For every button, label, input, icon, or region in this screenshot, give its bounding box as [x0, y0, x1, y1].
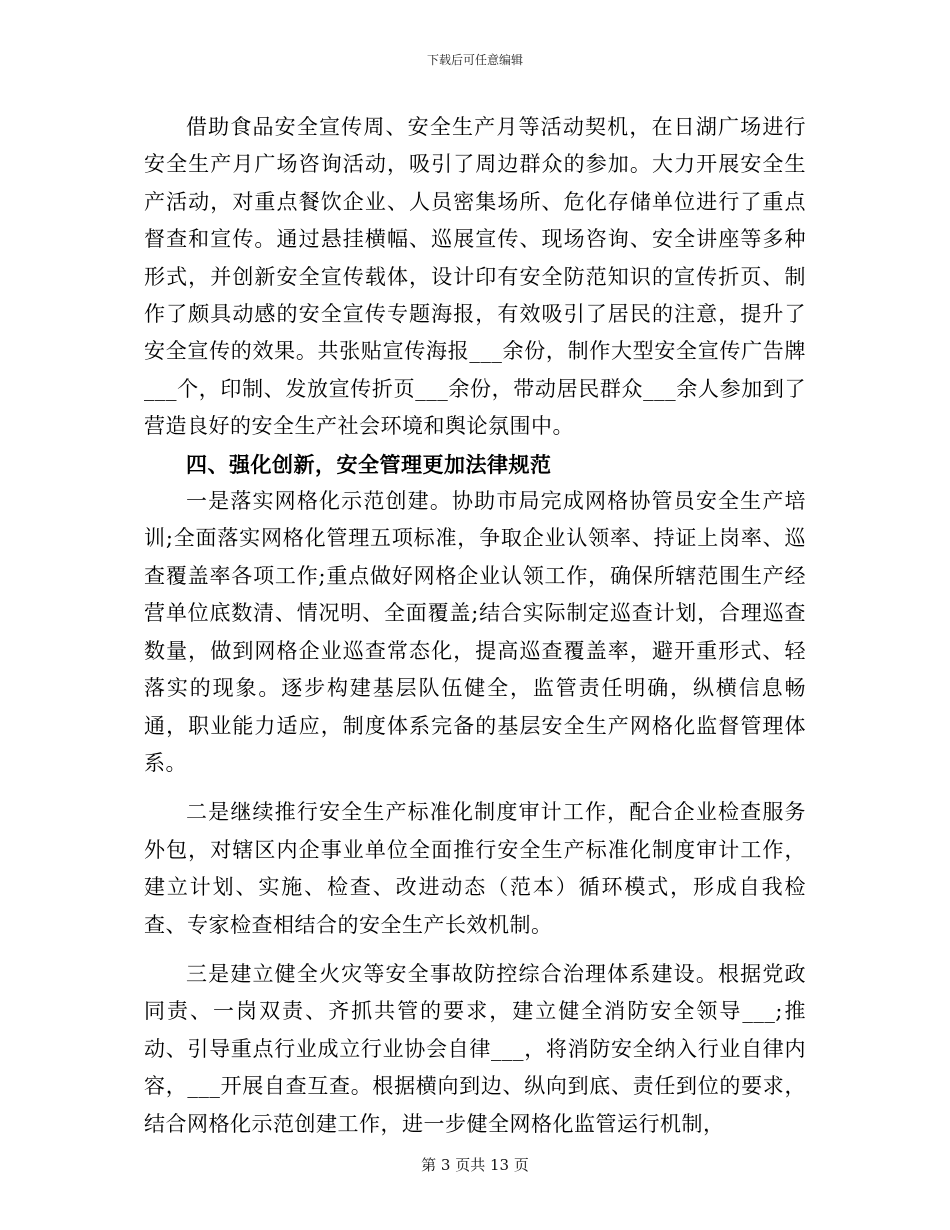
document-body	[144, 109, 806, 1143]
paragraph-grid-demonstration: 一是落实网格化示范创建。协助市局完成网格协管员安全生产培训;全面落实网格化管理五项标准，争取企业认领率、持证上岗率、巡查覆盖率各项工作;重点做好网格企业认领工作，确保所辖范围生产经营单位底数清、情况明、全面覆盖;结合实际制定巡查计划，合理巡查数量，做到网格企业巡查常态化，提高巡查覆盖率，避开重形式、轻落实的现象。逐步构建基层队伍健全，监管责任明确，纵横信息畅通，职业能力适应，制度体系完备的基层安全生产网格化监督管理体系。	[144, 489, 806, 775]
page-header-note: 下载后可任意编辑	[426, 53, 523, 67]
paragraph-publicity-activities: 借助食品安全宣传周、安全生产月等活动契机，在日湖广场进行安全生产月广场咨询活动，吸引了周边群众的参加。大力开展安全生产活动，对重点餐饮企业、人员密集场所、危化存储单位进行了重点督查和宣传。通过悬挂横幅、巡展宣传、现场咨询、安全讲座等多种形式，并创新安全宣传载体，设计印有安全防范知识的宣传折页、制作了颇具动感的安全宣传专题海报，有效吸引了居民的注意，提升了安全宣传的效果。共张贴宣传海报___余份，制作大型安全宣传广告牌___个，印制、发放宣传折页___余份，带动居民群众___余人参加到了营造良好的安全生产社会环境和舆论氛围中。	[144, 115, 806, 439]
section-heading-four: 四、强化创新，安全管理更加法律规范	[186, 451, 552, 477]
paragraph-fire-prevention-system: 三是建立健全火灾等安全事故防控综合治理体系建设。根据党政同责、一岗双责、齐抓共管的要求，建立健全消防安全领导___;推动、引导重点行业成立行业协会自律___，将消防安全纳入行业自律内容，___开展自查互查。根据横向到边、纵向到底、责任到位的要求，结合网格化示范创建工作，进一步健全网格化监管运行机制，	[144, 961, 806, 1136]
page-number: 第 3 页共 13 页	[421, 1156, 529, 1174]
paragraph-standardization-audit: 二是继续推行安全生产标准化制度审计工作，配合企业检查服务外包，对辖区内企事业单位全面推行安全生产标准化制度审计工作，建立计划、实施、检查、改进动态（范本）循环模式，形成自我检查、专家检查相结合的安全生产长效机制。	[144, 800, 806, 937]
